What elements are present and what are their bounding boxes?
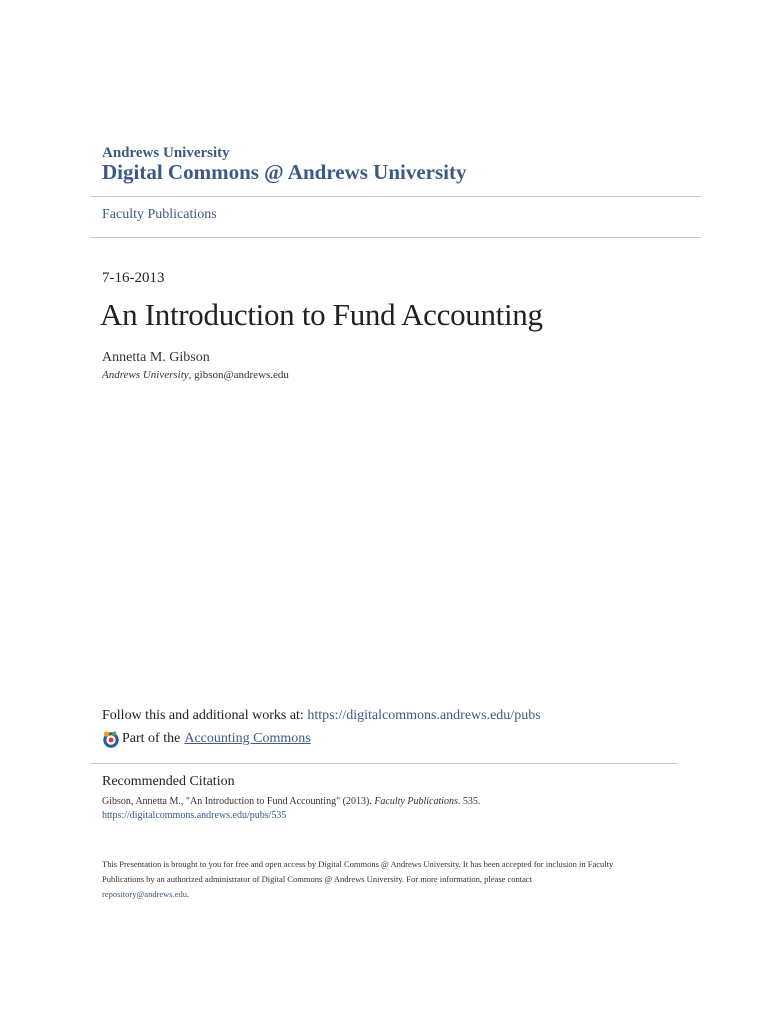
citation-text bbox=[102, 796, 480, 807]
author-affiliation bbox=[102, 369, 289, 381]
header-divider-top bbox=[90, 196, 701, 197]
footer-period: . bbox=[187, 889, 190, 899]
follow-label: Follow this and additional works at: bbox=[102, 708, 308, 723]
author-name: Annetta M. Gibson bbox=[102, 350, 210, 365]
follow-url-link[interactable]: https://digitalcommons.andrews.edu/pubs bbox=[307, 708, 541, 723]
follow-line bbox=[102, 708, 541, 724]
citation-text-after: . 535. bbox=[457, 796, 481, 807]
citation-text-before: Gibson, Annetta M., "An Introduction to Fund Accounting" (2013). bbox=[102, 796, 375, 807]
article-title: An Introduction to Fund Accounting bbox=[100, 297, 543, 332]
accounting-commons-link[interactable]: Accounting Commons bbox=[184, 731, 311, 746]
citation-divider bbox=[90, 763, 678, 764]
header-divider-bottom bbox=[90, 237, 701, 238]
footer-line-1: This Presentation is brought to you for free and open access by Digital Commons @ Andrews University. It has been accepted for inclusion in Faculty bbox=[102, 859, 614, 869]
series-link[interactable]: Faculty Publications bbox=[102, 207, 217, 222]
citation-series: Faculty Publications bbox=[374, 796, 458, 807]
repository-name[interactable]: Digital Commons @ Andrews University bbox=[102, 160, 467, 184]
part-of-label: Part of the bbox=[122, 731, 181, 746]
network-icon bbox=[102, 730, 120, 748]
footer-line-2: Publications by an authorized administrator of Digital Commons @ Andrews University. For more information, please contact bbox=[102, 874, 533, 884]
affiliation-email: , gibson@andrews.edu bbox=[188, 369, 289, 381]
footer-notice bbox=[102, 857, 672, 902]
part-of-line bbox=[102, 730, 311, 748]
citation-heading: Recommended Citation bbox=[102, 774, 235, 789]
footer-email-link[interactable]: repository@andrews.edu bbox=[102, 889, 188, 899]
university-name: Andrews University bbox=[102, 145, 230, 161]
affiliation-institution: Andrews University bbox=[102, 369, 189, 381]
footer-line-3 bbox=[102, 887, 672, 902]
publication-date: 7-16-2013 bbox=[102, 270, 165, 286]
citation-url-link[interactable]: https://digitalcommons.andrews.edu/pubs/535 bbox=[102, 810, 287, 821]
